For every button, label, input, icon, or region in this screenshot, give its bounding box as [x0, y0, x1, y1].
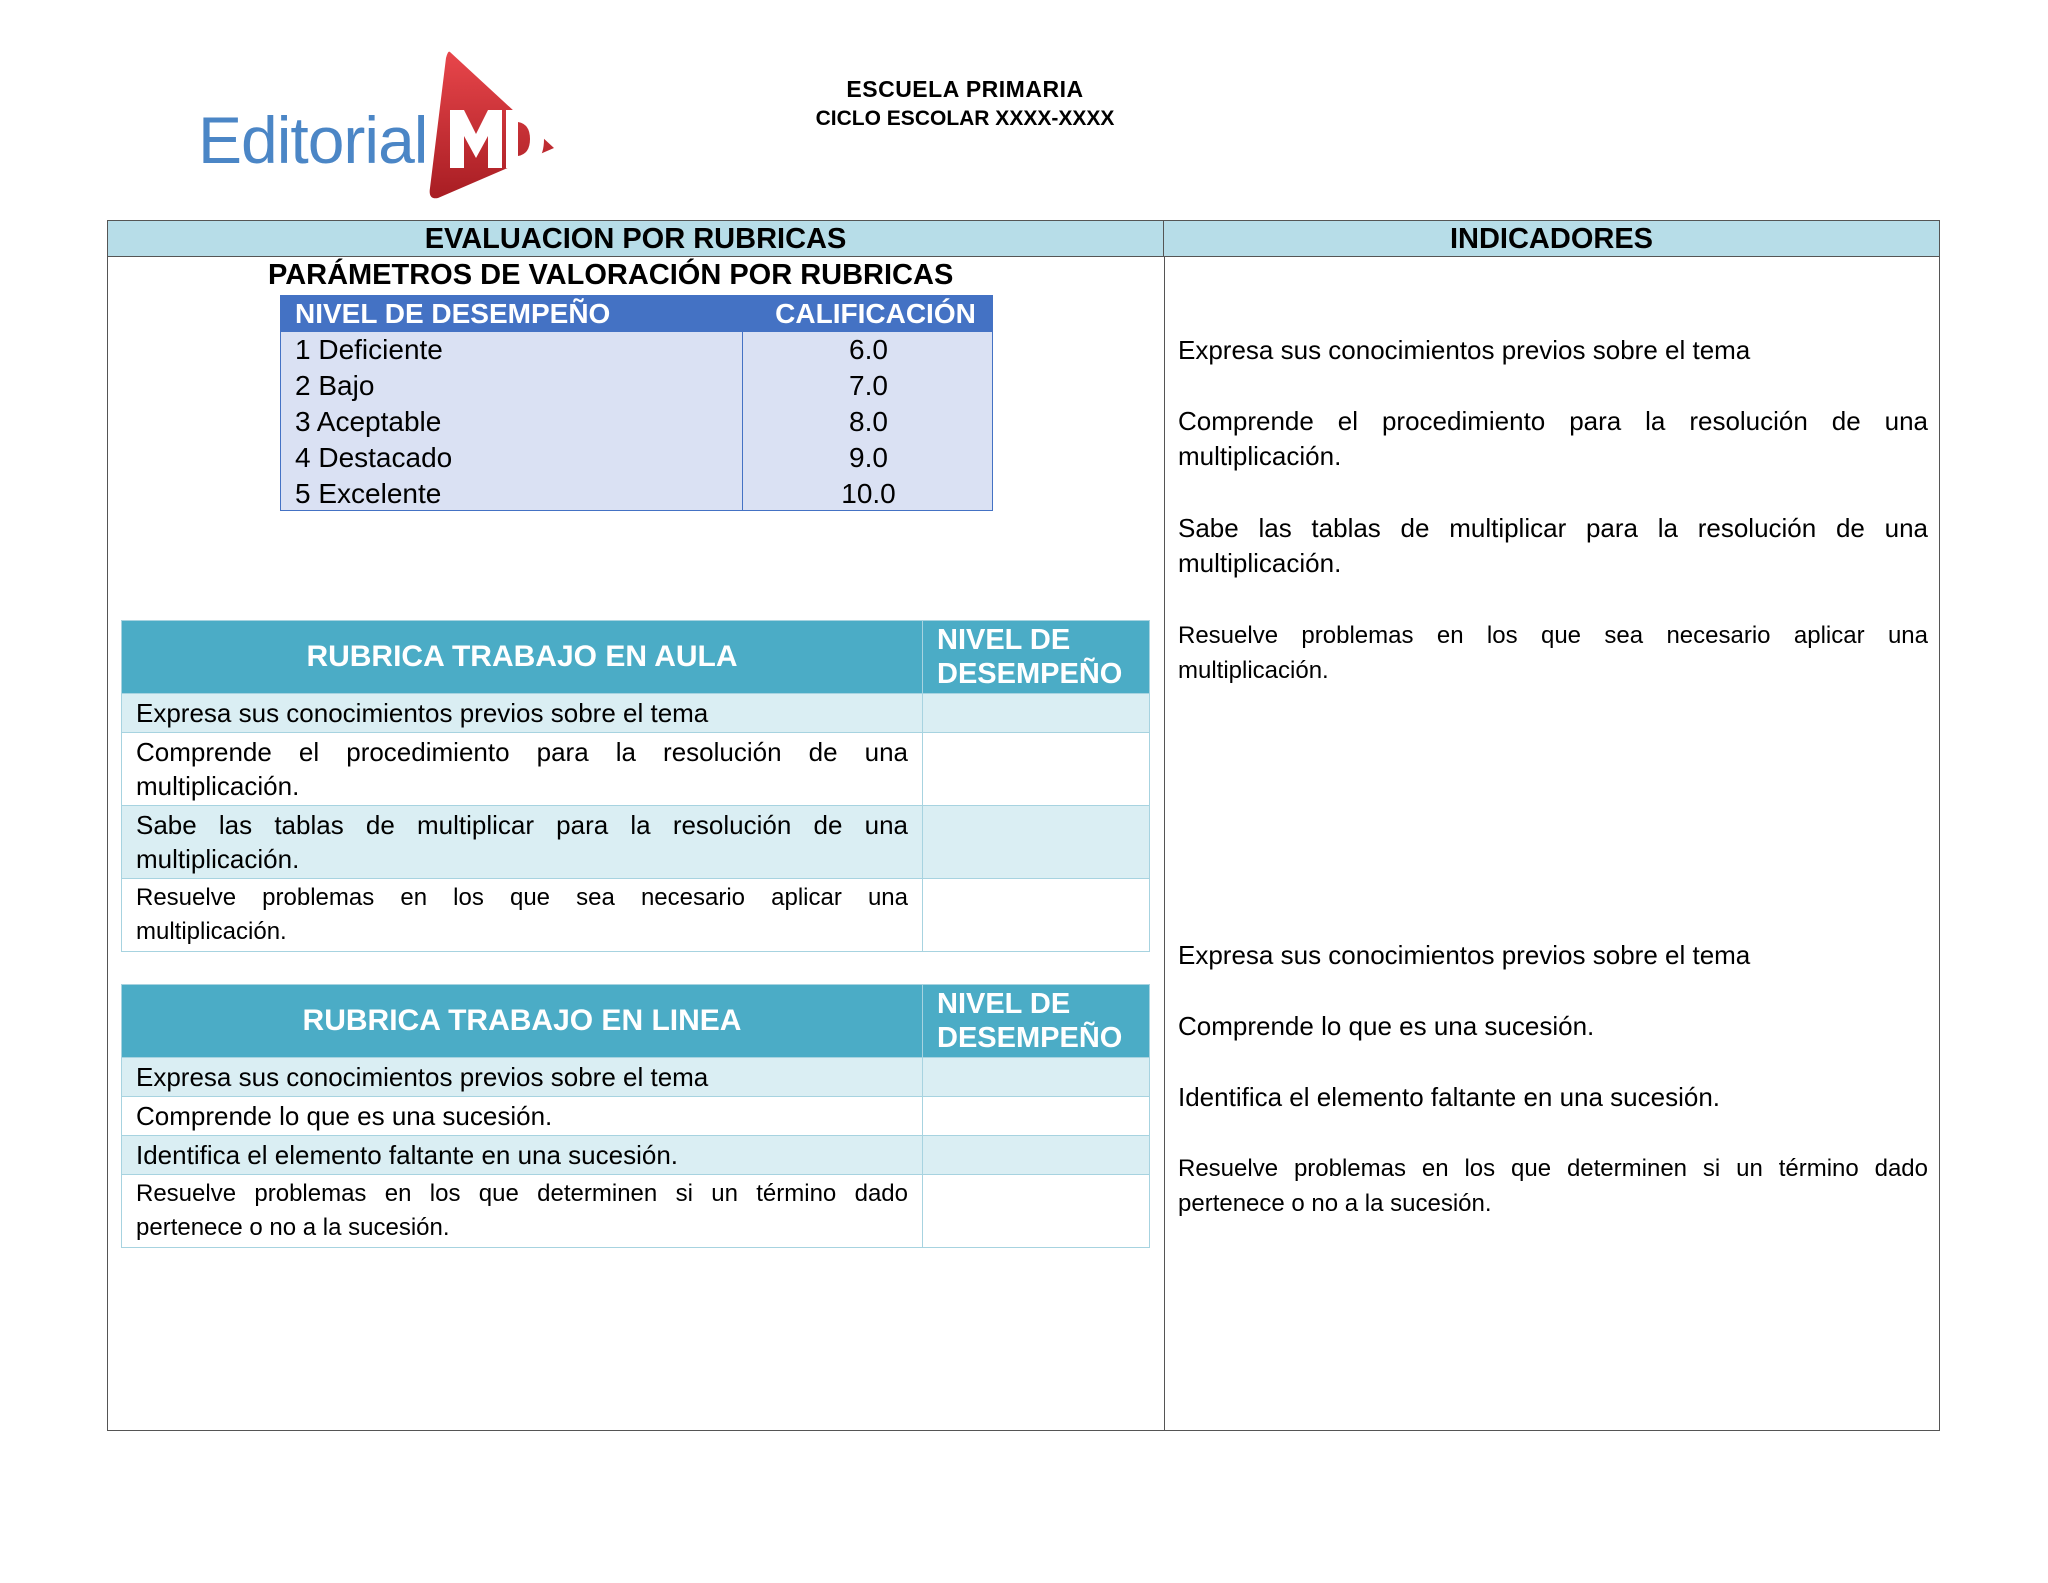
level-label: 4 Destacado — [295, 442, 453, 473]
logo-wordmark: Editorial — [198, 103, 428, 177]
table-row — [122, 1096, 1149, 1135]
params-title: PARÁMETROS DE VALORACIÓN POR RUBRICAS — [268, 259, 954, 291]
level-cell[interactable] — [922, 879, 1149, 951]
table-row — [122, 732, 1149, 805]
level-column-header: NIVEL DE DESEMPEÑO — [295, 298, 611, 329]
grade-value: 8.0 — [849, 406, 888, 437]
grade-value: 6.0 — [849, 334, 888, 365]
grade-column-header: CALIFICACIÓN — [775, 298, 976, 329]
table-row — [122, 1057, 1149, 1096]
evaluation-table — [107, 220, 1940, 1431]
rubric-criterion: Expresa sus conocimientos previos sobre el tema — [136, 698, 709, 728]
level-cell[interactable] — [922, 806, 1149, 878]
indicator-item: Resuelve problemas en los que sea necesario aplicar una multiplicación. — [1178, 622, 1928, 684]
level-label: 2 Bajo — [295, 370, 375, 401]
indicator-item: Comprende lo que es una sucesión. — [1178, 1011, 1595, 1041]
grade-value: 9.0 — [849, 442, 888, 473]
rubric-criterion: Resuelve problemas en los que determinen si un término dado pertenece o no a la sucesión. — [136, 1180, 908, 1241]
column-divider — [1164, 257, 1165, 1430]
level-cell[interactable] — [922, 733, 1149, 805]
table-row — [122, 1174, 1149, 1247]
rubric-criterion: Identifica el elemento faltante en una sucesión. — [136, 1140, 679, 1170]
indicator-item: Resuelve problemas en los que determinen si un término dado pertenece o no a la sucesión. — [1178, 1155, 1928, 1217]
grade-value: 10.0 — [841, 478, 896, 509]
grading-scale-header — [281, 296, 992, 332]
rubric-criterion: Resuelve problemas en los que sea necesario aplicar una multiplicación. — [136, 884, 908, 945]
table-row — [122, 805, 1149, 878]
editorial-logo — [198, 50, 558, 200]
level-cell[interactable] — [922, 1136, 1149, 1174]
indicators-header: INDICADORES — [1164, 221, 1939, 257]
rubric-criterion: Comprende lo que es una sucesión. — [136, 1101, 553, 1131]
indicator-item: Comprende el procedimiento para la resolución de una multiplicación. — [1178, 406, 1928, 471]
rubric-aula-level-header: NIVEL DE DESEMPEÑO — [922, 621, 1149, 693]
table-row — [122, 878, 1149, 951]
level-cell[interactable] — [922, 1175, 1149, 1247]
rubric-aula-title: RUBRICA TRABAJO EN AULA — [306, 640, 738, 673]
rubric-linea-title: RUBRICA TRABAJO EN LINEA — [302, 1004, 742, 1037]
grading-scale-table — [280, 295, 993, 511]
indicator-item: Sabe las tablas de multiplicar para la resolución de una multiplicación. — [1178, 513, 1928, 578]
level-label: 5 Excelente — [295, 478, 442, 509]
rubric-aula-table — [121, 620, 1150, 952]
level-cell[interactable] — [922, 694, 1149, 732]
grading-scale-row — [281, 404, 992, 440]
level-label: 1 Deficiente — [295, 334, 443, 365]
table-row — [122, 693, 1149, 732]
grading-scale-row — [281, 440, 992, 476]
rubric-evaluation-header: EVALUACION POR RUBRICAS — [108, 221, 1164, 257]
md-logo-icon — [420, 50, 558, 200]
level-label: 3 Aceptable — [295, 406, 442, 437]
rubric-criterion: Comprende el procedimiento para la resolución de una multiplicación. — [136, 737, 908, 801]
grading-scale-row — [281, 476, 992, 512]
rubric-criterion: Sabe las tablas de multiplicar para la resolución de una multiplicación. — [136, 810, 908, 874]
grading-scale-row — [281, 332, 992, 368]
rubric-linea-header — [122, 985, 1149, 1057]
school-header — [760, 76, 1170, 131]
indicator-item: Identifica el elemento faltante en una sucesión. — [1178, 1082, 1721, 1112]
indicator-item: Expresa sus conocimientos previos sobre el tema — [1178, 335, 1751, 365]
school-cycle: CICLO ESCOLAR XXXX-XXXX — [815, 107, 1115, 130]
grade-value: 7.0 — [849, 370, 888, 401]
grading-scale-row — [281, 368, 992, 404]
rubric-linea-table — [121, 984, 1150, 1248]
level-cell[interactable] — [922, 1058, 1149, 1096]
rubric-linea-level-header: NIVEL DE DESEMPEÑO — [922, 985, 1149, 1057]
indicator-item: Expresa sus conocimientos previos sobre el tema — [1178, 940, 1751, 970]
rubric-aula-header — [122, 621, 1149, 693]
table-row — [122, 1135, 1149, 1174]
school-name: ESCUELA PRIMARIA — [846, 76, 1084, 102]
rubric-criterion: Expresa sus conocimientos previos sobre el tema — [136, 1062, 709, 1092]
level-cell[interactable] — [922, 1097, 1149, 1135]
